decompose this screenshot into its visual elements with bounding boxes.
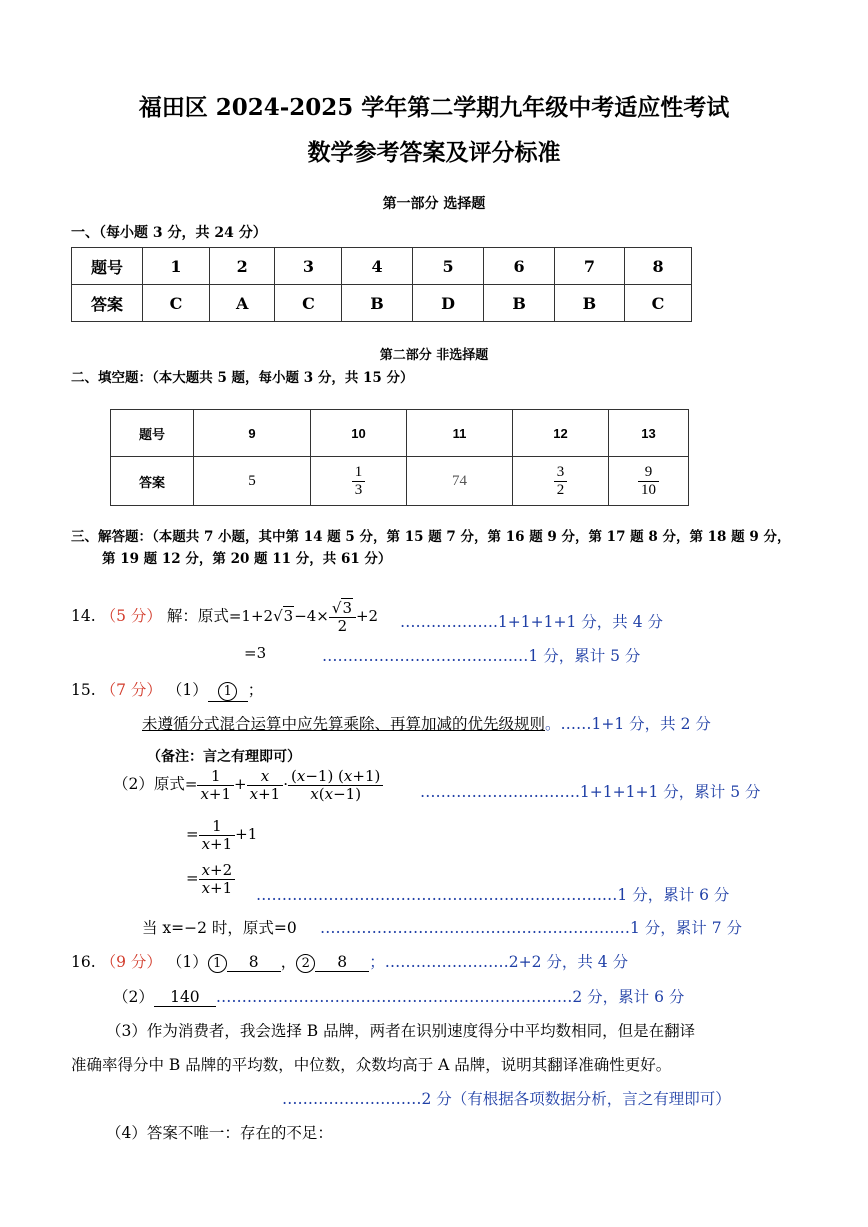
- math-expression: =1+2√3−4× $\frac{√3}{2}$ +2: [228, 599, 379, 635]
- fill-blank-answer-table: [110, 409, 689, 506]
- table-cell: 12: [513, 410, 609, 457]
- table-cell: 9: [194, 410, 311, 457]
- answer-reason: 未遵循分式混合运算中应先算乘除、再算加减的优先级规则。……1+1 分，共 2 分: [142, 715, 711, 733]
- question-number: 16.: [71, 953, 96, 971]
- evaluation-step: 当 x=−2 时，原式=0: [142, 919, 297, 937]
- table-cell: B: [342, 285, 412, 322]
- table-cell: [609, 457, 689, 506]
- fraction: $\frac{9}{10}$: [638, 464, 659, 498]
- question-score: （9 分）: [100, 953, 162, 971]
- score-note: ……………………………….…1 分，累计 5 分: [322, 647, 641, 665]
- section-three-heading-cont: 第 19 题 12 分，第 20 题 11 分，共 61 分）: [102, 551, 392, 567]
- answer-paragraph: （4）答案不唯一：存在的不足：: [106, 1124, 333, 1142]
- section-two-heading: 二、填空题：（本大题共 5 题，每小题 3 分，共 15 分）: [71, 370, 414, 386]
- table-cell: C: [143, 285, 210, 322]
- table-header-cell: 题号: [111, 410, 194, 457]
- math-step: = $\frac{x+2}{x+1}$: [186, 862, 235, 896]
- question-16-part-2: （2） 140 ……………………………………………………………2 分，累计 6 分: [113, 988, 685, 1006]
- table-cell: 13: [609, 410, 689, 457]
- table-cell: D: [412, 285, 484, 322]
- fraction: $\frac{1}{3}$: [352, 464, 366, 498]
- question-number: 15.: [71, 681, 96, 699]
- table-row: [111, 410, 689, 457]
- part-one-heading: 第一部分 选择题: [382, 196, 486, 212]
- math-expression: （2）原式= $\frac{1}{x+1}$ + $\frac{x}{x+1}$ · $\frac{(x-1) (x+1)}{x(x-1)}$: [113, 768, 383, 802]
- table-cell: 4: [342, 248, 412, 285]
- question-16: 16. （9 分） （1） 1 8 ， 2 8 ；……………………2+2 分，共 4 分: [71, 953, 629, 971]
- answer-blank: 140: [154, 988, 216, 1007]
- fraction: $\frac{√3}{2}$: [329, 600, 356, 634]
- table-cell: 6: [484, 248, 554, 285]
- document-title: 福田区 2024-2025 学年第二学期九年级中考适应性考试: [138, 94, 730, 121]
- answer-paragraph: 准确率得分中 B 品牌的平均数，中位数，众数均高于 A 品牌，说明其翻译准确性更好。: [71, 1056, 672, 1074]
- table-cell: B: [484, 285, 554, 322]
- table-cell: 5: [412, 248, 484, 285]
- question-score: （7 分）: [100, 681, 162, 699]
- table-cell: 8: [625, 248, 692, 285]
- table-cell: C: [275, 285, 342, 322]
- math-step: = $\frac{1}{x+1}$ +1: [186, 817, 258, 853]
- table-cell: [513, 457, 609, 506]
- math-step: =3: [244, 644, 267, 662]
- section-one-heading: 一、（每小题 3 分，共 24 分）: [71, 225, 267, 241]
- table-row: [111, 457, 689, 506]
- score-note: ………………………2 分（有根据各项数据分析，言之有理即可）: [282, 1090, 731, 1108]
- document-subtitle: 数学参考答案及评分标准: [307, 139, 561, 166]
- answer-blank: 8: [227, 953, 281, 972]
- question-15: 15. （7 分） （1） 1 ；: [71, 678, 263, 702]
- table-cell: 7: [554, 248, 624, 285]
- table-row: [72, 248, 692, 285]
- table-header-cell: 题号: [72, 248, 143, 285]
- table-cell: 2: [209, 248, 275, 285]
- table-header-cell: 答案: [72, 285, 143, 322]
- table-row: [72, 285, 692, 322]
- part-two-heading: 第二部分 非选择题: [379, 348, 489, 363]
- score-note: ……………….1+1+1+1 分，共 4 分: [400, 613, 663, 631]
- table-cell: 3: [275, 248, 342, 285]
- table-cell: C: [625, 285, 692, 322]
- table-header-cell: 答案: [111, 457, 194, 506]
- table-cell: 74: [407, 457, 513, 506]
- fraction: $\frac{3}{2}$: [554, 464, 568, 498]
- table-cell: 5: [194, 457, 311, 506]
- table-cell: 11: [407, 410, 513, 457]
- table-cell: A: [209, 285, 275, 322]
- question-number: 14.: [71, 607, 96, 625]
- table-cell: B: [554, 285, 624, 322]
- score-note: ……………………………………………………1 分，累计 7 分: [320, 919, 743, 937]
- question-14: [71, 600, 378, 634]
- remark: （备注：言之有理即可）: [147, 749, 301, 765]
- score-note: ………………………….1+1+1+1 分，累计 5 分: [420, 783, 761, 801]
- question-score: （5 分）: [100, 607, 162, 625]
- table-cell: 1: [143, 248, 210, 285]
- table-cell: [311, 457, 407, 506]
- section-three-heading: 三、解答题：（本题共 7 小题，其中第 14 题 5 分，第 15 题 7 分，第 16 题 9 分，第 17 题 8 分，第 18 题 9 分，: [71, 529, 791, 545]
- score-note: ………………………………………………………….…1 分，累计 6 分: [256, 886, 730, 904]
- solution-label: 解：原式: [166, 607, 229, 625]
- answer-blank: 8: [315, 953, 369, 972]
- answer-blank: 1: [208, 681, 248, 702]
- choice-answer-table: [71, 247, 692, 322]
- answer-paragraph: （3）作为消费者，我会选择 B 品牌，两者在识别速度得分中平均数相同，但是在翻译: [106, 1022, 696, 1040]
- table-cell: 10: [311, 410, 407, 457]
